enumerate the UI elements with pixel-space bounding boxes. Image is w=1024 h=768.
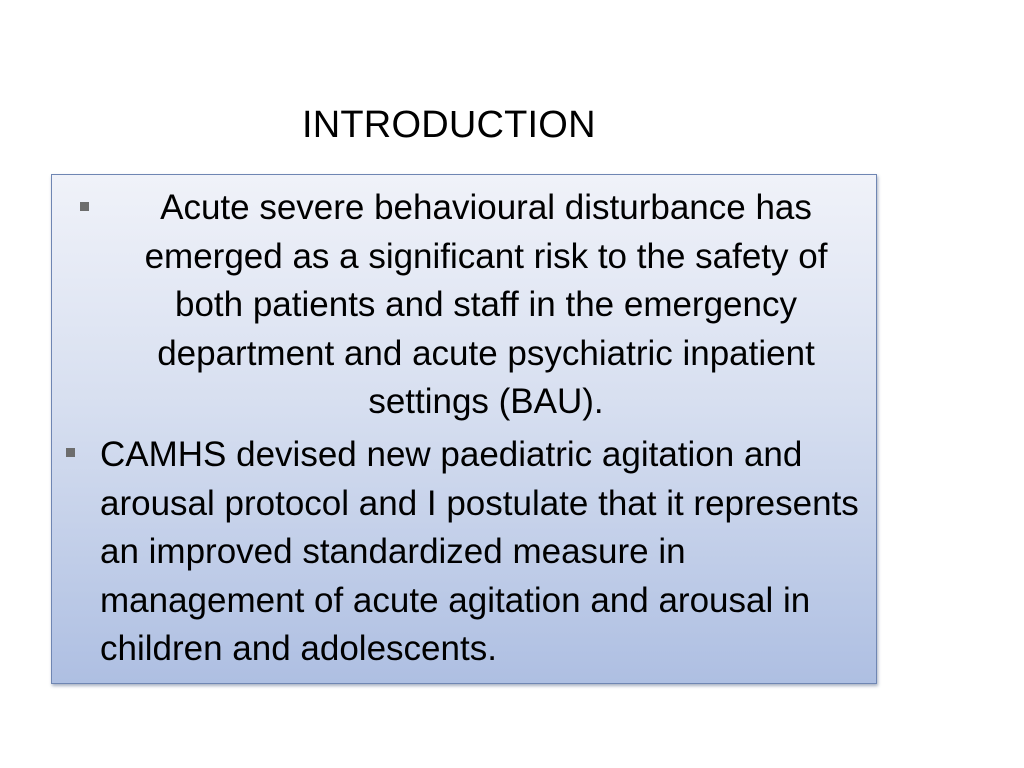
content-box bbox=[51, 174, 877, 684]
bullet-text: CAMHS devised new paediatric agitation and arousal protocol and I postulate that it represents an improved standardized measure in management of acute agitation and arousal in children and adolescents. bbox=[100, 435, 859, 668]
square-bullet-icon bbox=[80, 202, 89, 211]
slide-title: INTRODUCTION bbox=[302, 104, 596, 146]
bullet-text: Acute severe behavioural disturbance has emerged as a significant risk to the safety of both patients and staff in the emergency department and acute psychiatric inpatient settings (BAU). bbox=[144, 188, 828, 421]
square-bullet-icon bbox=[66, 448, 75, 457]
